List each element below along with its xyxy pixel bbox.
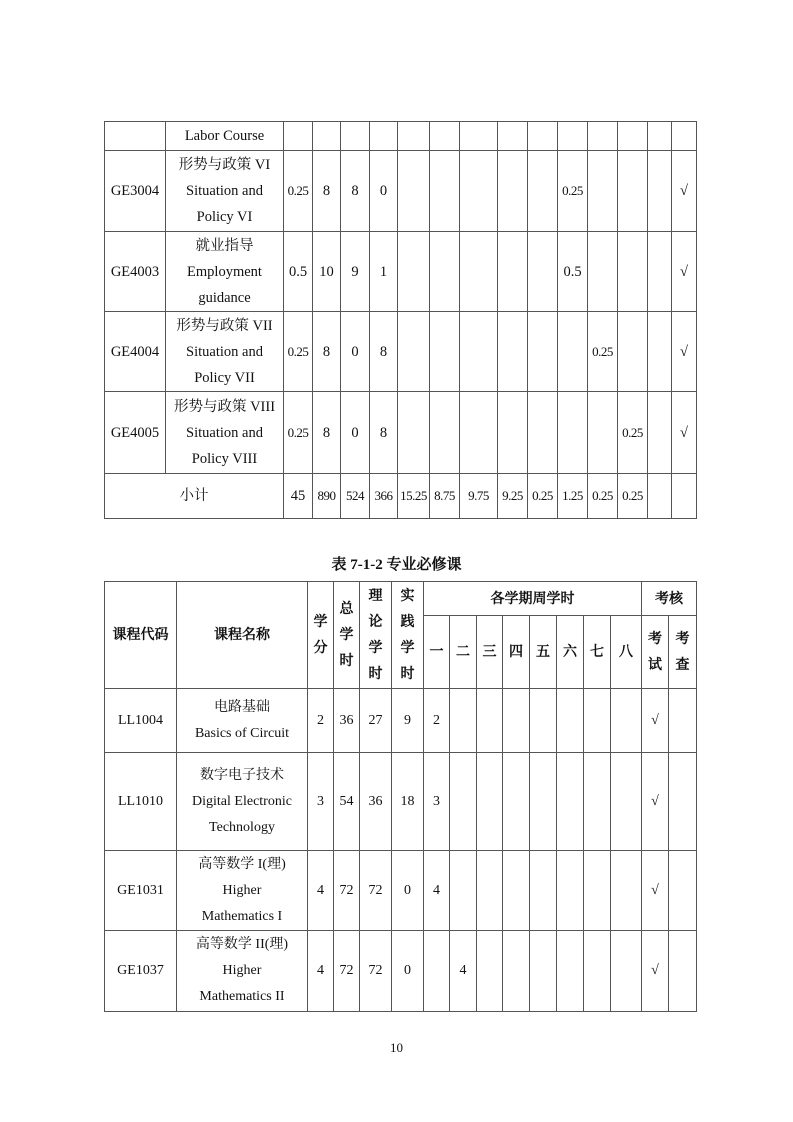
- course-name-line: Policy VIII: [191, 450, 258, 467]
- header-char: 学: [368, 640, 383, 656]
- header-char: 时: [400, 666, 415, 682]
- semester-4-hours: [503, 753, 530, 851]
- semester-2-hours: [450, 851, 477, 931]
- total-hours: 8: [313, 392, 341, 474]
- semester-8-hours: [611, 851, 642, 931]
- credits: 0.25: [284, 392, 313, 474]
- course-name-line: Mathematics II: [199, 989, 285, 1004]
- check-mark: [669, 931, 697, 1012]
- exam-mark: √: [642, 931, 669, 1012]
- total-hours: 8: [313, 312, 341, 392]
- course-code: LL1004: [105, 689, 177, 753]
- semester-1-hours: 4: [424, 851, 450, 931]
- exam-mark: √: [642, 851, 669, 931]
- header-char: 考: [675, 631, 690, 647]
- semester-8-hours: [611, 689, 642, 753]
- semester-1-hours: [398, 122, 430, 151]
- course-name-cell: [166, 151, 284, 232]
- header-char: 践: [400, 614, 415, 630]
- course-name-line: Situation and: [186, 343, 263, 360]
- subtotal-semester-4: 9.25: [498, 474, 528, 519]
- semester-7-hours: [588, 232, 618, 312]
- course-name-line: guidance: [198, 289, 251, 306]
- semester-2-hours: [430, 151, 460, 232]
- semester-1-hours: 2: [424, 689, 450, 753]
- course-name-cell: [166, 312, 284, 392]
- total-hours: 72: [334, 931, 360, 1012]
- header-exam: [642, 616, 669, 689]
- semester-4-hours: [503, 689, 530, 753]
- course-name-line: Policy VII: [194, 369, 255, 386]
- semester-5-hours: [528, 122, 558, 151]
- course-name-line: Higher: [222, 882, 262, 898]
- course-name-line: Situation and: [186, 424, 263, 441]
- exam-mark: [648, 312, 672, 392]
- practice-hours: [370, 122, 398, 151]
- semester-8-hours: [618, 122, 648, 151]
- semester-3-hours: [460, 151, 498, 232]
- subtotal-hours: 890: [313, 474, 341, 519]
- semester-7-hours: 0.25: [588, 312, 618, 392]
- semester-7-hours: [588, 122, 618, 151]
- header-char: 学: [339, 627, 354, 643]
- header-semester-7: 七: [584, 616, 611, 689]
- practice-hours: 8: [370, 312, 398, 392]
- header-char: 实: [400, 588, 415, 604]
- header-semester-2: 二: [450, 616, 477, 689]
- semester-7-hours: [584, 851, 611, 931]
- semester-6-hours: [558, 312, 588, 392]
- check-mark: [669, 689, 697, 753]
- course-code: GE1031: [105, 851, 177, 931]
- subtotal-row: [105, 474, 697, 519]
- exam-mark: [648, 232, 672, 312]
- course-name-line: 形势与政策 VII: [176, 317, 273, 334]
- course-code: GE4003: [105, 232, 166, 312]
- subtotal-semester-7: 0.25: [588, 474, 618, 519]
- semester-3-hours: [460, 312, 498, 392]
- header-semester-weekly-hours: 各学期周学时: [424, 582, 642, 616]
- semester-7-hours: [584, 753, 611, 851]
- header-semester-6: 六: [557, 616, 584, 689]
- course-name-line: Policy VI: [196, 209, 253, 225]
- semester-1-hours: [398, 232, 430, 312]
- course-name-line: Mathematics I: [201, 908, 283, 924]
- semester-2-hours: [430, 312, 460, 392]
- semester-7-hours: [588, 151, 618, 232]
- header-course-name: 课程名称: [177, 582, 308, 689]
- semester-7-hours: [584, 689, 611, 753]
- header-char: 总: [339, 601, 354, 617]
- header-char: 考: [648, 631, 662, 647]
- table-row: [105, 232, 697, 312]
- header-char: 时: [368, 666, 383, 682]
- total-hours: 72: [334, 851, 360, 931]
- subtotal-semester-2: 8.75: [430, 474, 460, 519]
- course-name-cell: [177, 689, 308, 753]
- semester-2-hours: 4: [450, 931, 477, 1012]
- theory-hours: [341, 122, 370, 151]
- check-mark: √: [672, 232, 697, 312]
- table-row: [105, 312, 697, 392]
- table-row: [105, 122, 697, 151]
- semester-5-hours: [528, 151, 558, 232]
- credits: 0.5: [284, 232, 313, 312]
- course-name-cell: [166, 392, 284, 474]
- check-mark: [669, 753, 697, 851]
- course-code: GE1037: [105, 931, 177, 1012]
- semester-1-hours: [398, 312, 430, 392]
- course-code: LL1010: [105, 753, 177, 851]
- semester-4-hours: [498, 392, 528, 474]
- course-name-line: Digital Electronic: [192, 793, 292, 809]
- exam-mark: [648, 392, 672, 474]
- exam-mark: √: [642, 753, 669, 851]
- course-name-line: Higher: [222, 963, 262, 978]
- total-hours: 10: [313, 232, 341, 312]
- semester-4-hours: [503, 931, 530, 1012]
- header-char: 时: [339, 653, 354, 669]
- header-practice-hours: [392, 582, 424, 689]
- semester-3-hours: [477, 753, 503, 851]
- course-name-line: Labor Course: [184, 128, 265, 144]
- practice-hours: 0: [392, 931, 424, 1012]
- page-number: 10: [390, 1040, 403, 1055]
- check-mark: [669, 851, 697, 931]
- course-name-line: 高等数学 I(理): [198, 856, 286, 872]
- semester-1-hours: [398, 392, 430, 474]
- semester-3-hours: [477, 931, 503, 1012]
- header-semester-1: 一: [424, 616, 450, 689]
- course-name-line: 高等数学 II(理): [195, 937, 289, 952]
- total-hours: 36: [334, 689, 360, 753]
- course-name-line: Employment: [187, 263, 262, 280]
- total-hours: 54: [334, 753, 360, 851]
- semester-7-hours: [584, 931, 611, 1012]
- semester-3-hours: [477, 689, 503, 753]
- semester-8-hours: [618, 151, 648, 232]
- theory-hours: 72: [360, 931, 392, 1012]
- course-name-line: 形势与政策 VI: [178, 157, 271, 173]
- semester-8-hours: [618, 312, 648, 392]
- header-char: 学: [313, 614, 328, 630]
- exam-mark: [648, 151, 672, 232]
- semester-5-hours: [530, 689, 557, 753]
- semester-7-hours: [588, 392, 618, 474]
- semester-3-hours: [460, 122, 498, 151]
- subtotal-semester-6: 1.25: [558, 474, 588, 519]
- subtotal-semester-5: 0.25: [528, 474, 558, 519]
- semester-2-hours: [450, 689, 477, 753]
- subtotal-practice: 366: [370, 474, 398, 519]
- header-semester-4: 四: [503, 616, 530, 689]
- course-code: [105, 122, 166, 151]
- theory-hours: 27: [360, 689, 392, 753]
- credits: 4: [308, 851, 334, 931]
- semester-8-hours: [611, 753, 642, 851]
- table-row: [105, 931, 697, 1012]
- total-hours: [313, 122, 341, 151]
- check-mark: √: [672, 312, 697, 392]
- header-char: 查: [675, 657, 690, 673]
- course-code: GE3004: [105, 151, 166, 232]
- course-name-cell: [177, 931, 308, 1012]
- header-course-code: 课程代码: [105, 582, 177, 689]
- header-semester-5: 五: [530, 616, 557, 689]
- course-name-cell: [166, 232, 284, 312]
- semester-6-hours: [558, 392, 588, 474]
- credits: 0.25: [284, 151, 313, 232]
- credits: 3: [308, 753, 334, 851]
- semester-1-hours: [424, 931, 450, 1012]
- table-row: [105, 392, 697, 474]
- semester-2-hours: [430, 392, 460, 474]
- semester-6-hours: [557, 851, 584, 931]
- subtotal-label: 小计: [105, 474, 284, 519]
- semester-4-hours: [498, 122, 528, 151]
- semester-5-hours: [528, 312, 558, 392]
- semester-6-hours: 0.5: [558, 232, 588, 312]
- semester-8-hours: [618, 232, 648, 312]
- course-name-line: 数字电子技术: [200, 767, 284, 783]
- credits: 2: [308, 689, 334, 753]
- header-char: 理: [368, 588, 383, 604]
- practice-hours: 0: [370, 151, 398, 232]
- theory-hours: 0: [341, 312, 370, 392]
- practice-hours: 0: [392, 851, 424, 931]
- semester-3-hours: [460, 232, 498, 312]
- semester-6-hours: 0.25: [558, 151, 588, 232]
- practice-hours: 1: [370, 232, 398, 312]
- semester-5-hours: [530, 931, 557, 1012]
- credits: [284, 122, 313, 151]
- header-char: 学: [400, 640, 415, 656]
- theory-hours: 9: [341, 232, 370, 312]
- semester-6-hours: [557, 689, 584, 753]
- practice-hours: 18: [392, 753, 424, 851]
- exam-mark: [648, 122, 672, 151]
- course-name-line: Situation and: [186, 183, 263, 199]
- check-mark: [672, 122, 697, 151]
- header-semester-3: 三: [477, 616, 503, 689]
- semester-5-hours: [528, 392, 558, 474]
- subtotal-theory: 524: [341, 474, 370, 519]
- semester-3-hours: [477, 851, 503, 931]
- header-total-hours: [334, 582, 360, 689]
- credits: 4: [308, 931, 334, 1012]
- header-semester-8: 八: [611, 616, 642, 689]
- semester-3-hours: [460, 392, 498, 474]
- semester-4-hours: [498, 151, 528, 232]
- table-row: [105, 151, 697, 232]
- course-name-cell: [177, 753, 308, 851]
- total-hours: 8: [313, 151, 341, 232]
- subtotal-semester-3: 9.75: [460, 474, 498, 519]
- semester-4-hours: [503, 851, 530, 931]
- course-name-line: 形势与政策 VIII: [173, 398, 276, 415]
- theory-hours: 36: [360, 753, 392, 851]
- header-assessment: 考核: [642, 582, 697, 616]
- practice-hours: 8: [370, 392, 398, 474]
- header-char: 分: [313, 640, 328, 656]
- header-char: 论: [368, 614, 383, 630]
- semester-1-hours: 3: [424, 753, 450, 851]
- header-credits: [308, 582, 334, 689]
- semester-6-hours: [558, 122, 588, 151]
- semester-1-hours: [398, 151, 430, 232]
- credits: 0.25: [284, 312, 313, 392]
- check-mark: √: [672, 392, 697, 474]
- course-name-line: Basics of Circuit: [194, 725, 290, 741]
- semester-5-hours: [530, 753, 557, 851]
- table-caption: 表 7-1-2 专业必修课: [331, 557, 462, 573]
- semester-2-hours: [430, 122, 460, 151]
- semester-5-hours: [528, 232, 558, 312]
- course-name-line: Technology: [209, 819, 275, 835]
- major-required-courses-table: [104, 581, 697, 1012]
- subtotal-check: [672, 474, 697, 519]
- semester-6-hours: [557, 931, 584, 1012]
- subtotal-semester-1: 15.25: [398, 474, 430, 519]
- course-code: GE4005: [105, 392, 166, 474]
- subtotal-semester-8: 0.25: [618, 474, 648, 519]
- semester-6-hours: [557, 753, 584, 851]
- subtotal-exam: [648, 474, 672, 519]
- theory-hours: 72: [360, 851, 392, 931]
- semester-4-hours: [498, 232, 528, 312]
- subtotal-credits: 45: [284, 474, 313, 519]
- theory-hours: 8: [341, 151, 370, 232]
- header-char: 试: [648, 657, 662, 673]
- check-mark: √: [672, 151, 697, 232]
- course-name-cell: [177, 851, 308, 931]
- header-theory-hours: [360, 582, 392, 689]
- course-name-cell: [166, 122, 284, 151]
- table-row: [105, 753, 697, 851]
- semester-8-hours: [611, 931, 642, 1012]
- course-code: GE4004: [105, 312, 166, 392]
- exam-mark: √: [642, 689, 669, 753]
- table-row: [105, 689, 697, 753]
- theory-hours: 0: [341, 392, 370, 474]
- general-courses-table-continued: [104, 121, 697, 519]
- table-row: [105, 851, 697, 931]
- course-name-line: 电路基础: [214, 699, 270, 715]
- semester-2-hours: [430, 232, 460, 312]
- practice-hours: 9: [392, 689, 424, 753]
- semester-5-hours: [530, 851, 557, 931]
- header-check: [669, 616, 697, 689]
- semester-8-hours: 0.25: [618, 392, 648, 474]
- course-name-line: 就业指导: [195, 237, 254, 254]
- semester-4-hours: [498, 312, 528, 392]
- semester-2-hours: [450, 753, 477, 851]
